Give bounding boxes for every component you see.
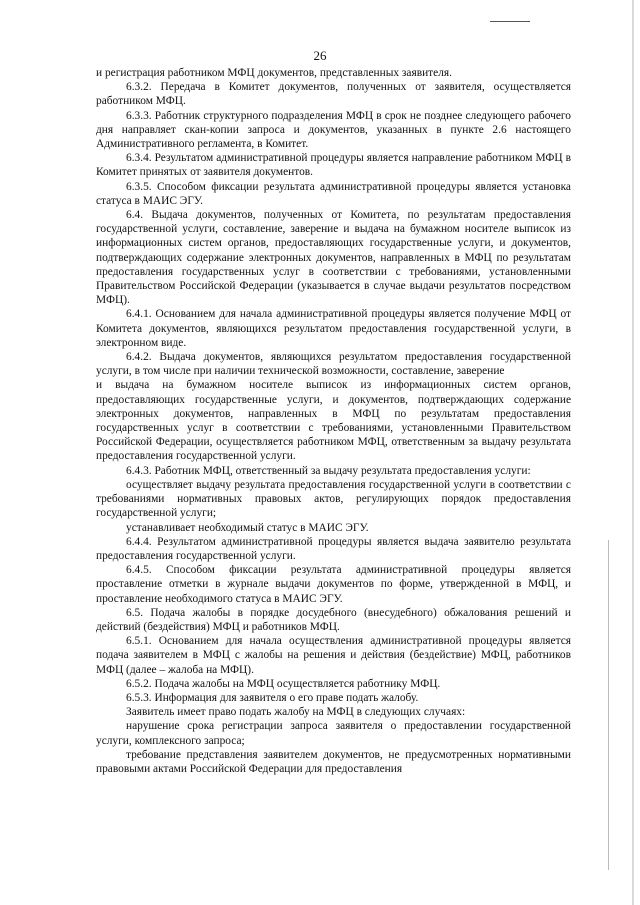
paragraph: 6.4.4. Результатом административной процедуры является выдача заявителю результата предоставления государственной услуги. — [96, 535, 571, 562]
paragraph: 6.3.2. Передача в Комитет документов, полученных от заявителя, осуществляется работником МФЦ. — [96, 81, 571, 108]
paragraph: 6.5. Подача жалобы в порядке досудебного (внесудебного) обжалования решений и действий (бездействия) МФЦ и работников МФЦ. — [96, 606, 571, 633]
paragraph: Заявитель имеет право подать жалобу на МФЦ в следующих случаях: — [126, 706, 466, 719]
paragraph: осуществляет выдачу результата предоставления государственной услуги в соответствии с требованиями нормативных правовых актов, регулирующих порядок предоставления государственной услуги; — [96, 478, 571, 520]
scan-edge — [632, 0, 634, 905]
paragraph: 6.3.5. Способом фиксации результата административной процедуры является установка статуса в МАИС ЭГУ. — [96, 180, 571, 207]
paragraph: 6.5.3. Информация для заявителя о его праве подать жалобу. — [126, 691, 419, 704]
scan-mark — [490, 21, 530, 22]
paragraph: устанавливает необходимый статус в МАИС ЭГУ. — [126, 521, 369, 534]
scan-edge-line — [608, 540, 609, 870]
paragraph: 6.5.1. Основанием для начала осуществления административной процедуры является подача заявителем в МФЦ с жалобы на решения и действия (бездействие) МФЦ, работников МФЦ (далее – жалоба на МФЦ). — [96, 635, 571, 676]
paragraph: 6.4.5. Способом фиксации результата административной процедуры является проставление отметки в журнале выдачи документов по форме, утвержденной в МФЦ, и проставление необходимого статуса в МАИС ЭГУ. — [96, 564, 571, 605]
paragraph: 6.5.2. Подача жалобы на МФЦ осуществляется работнику МФЦ. — [126, 677, 441, 690]
paragraph: 6.4.1. Основанием для начала административной процедуры является получение МФЦ от Комитета документов, являющихся результатом предоставления государственной услуги, в электронном виде. — [96, 308, 571, 349]
paragraph: 6.4.3. Работник МФЦ, ответственный за выдачу результата предоставления услуги: — [126, 464, 531, 477]
paragraph: 6.4. Выдача документов, полученных от Комитета, по результатам предоставления государственной услуги, составление, заверение и выдача на бумажном носителе выписок из информационных систем органов, предоставляющих государственные услуги, и документов, подтверждающих содержание электронных документов, направленных в МФЦ по результатам предоставления государственных услуг в соответствии с требованиями, установленными Правительством Российской Федерации (указывается в случае выдачи результатов посредством МФЦ). — [96, 209, 571, 307]
document-body — [96, 66, 571, 776]
paragraph: 6.4.2. Выдача документов, являющихся результатом предоставления государственной услуги, в том числе при наличии технической возможности, составление, заверение — [96, 351, 571, 378]
paragraph: и регистрация работником МФЦ документов, представленных заявителя. — [96, 67, 452, 79]
paragraph: 6.3.3. Работник структурного подразделения МФЦ в срок не позднее следующего рабочего дня направляет скан-копии запроса и документов, указанных в пункте 2.6 настоящего Административного регламента, в Комитет. — [96, 109, 571, 151]
page-number: 26 — [313, 48, 327, 63]
paragraph: нарушение срока регистрации запроса заявителя о предоставлении государственной услуги, комплексного запроса; — [96, 720, 571, 747]
paragraph: 6.3.4. Результатом административной процедуры является направление работником МФЦ в Комитет принятых от заявителя документов. — [96, 152, 571, 179]
paragraph: требование представления заявителем документов, не предусмотренных нормативными правовыми актами Российской Федерации для предоставления — [96, 748, 571, 775]
paragraph: и выдача на бумажном носителе выписок из информационных систем органов, предоставляющих государственные услуги, и документов, подтверждающих содержание электронных документов, направленных в МФЦ по результатам предоставления государственных услуг в соответствии с требованиями, установленными Правительством Российской Федерации, осуществляется работником МФЦ, ответственным за выдачу результата предоставления государственной услуги. — [96, 379, 571, 463]
